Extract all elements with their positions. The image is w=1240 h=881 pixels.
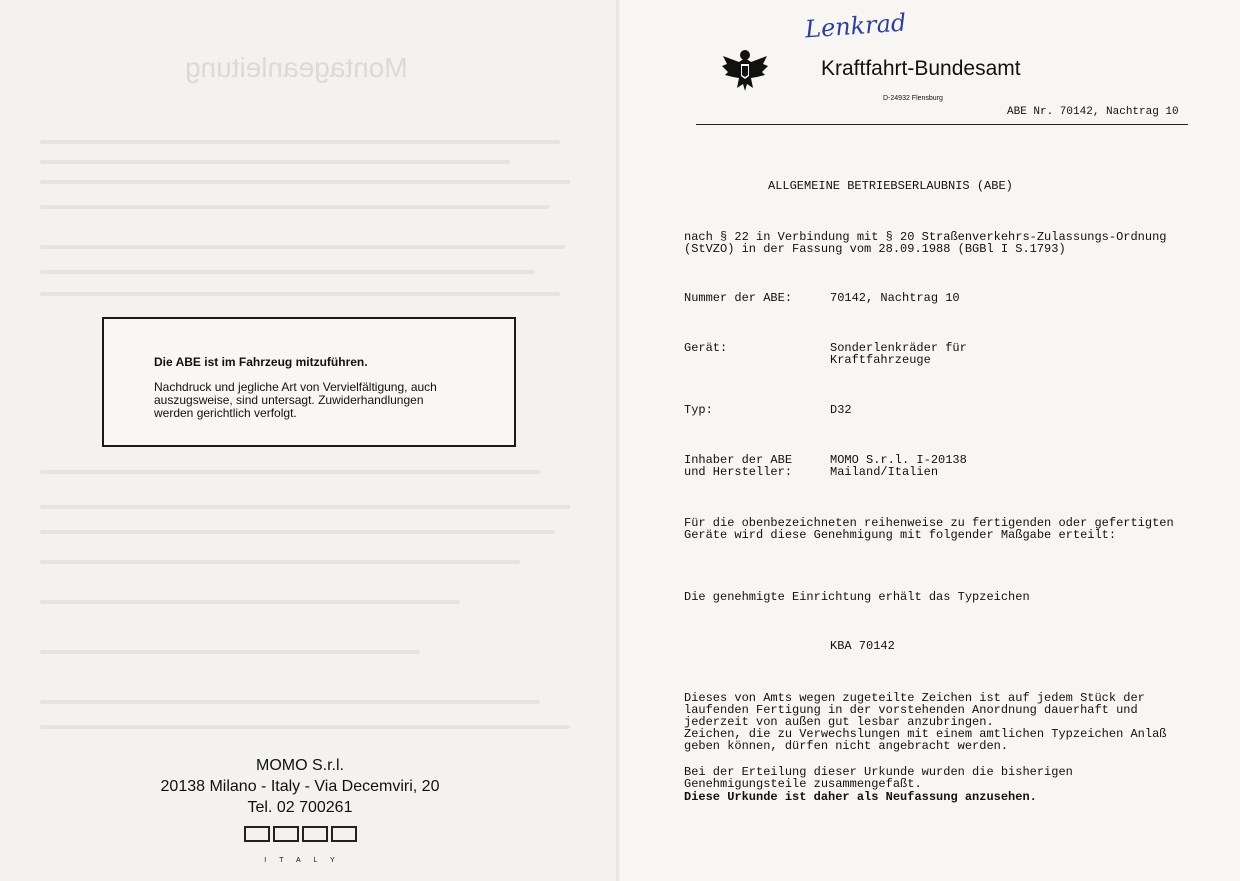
bleed-through-line	[40, 505, 570, 509]
company-address: 20138 Milano - Italy - Via Decemviri, 20	[160, 778, 440, 795]
federal-eagle-icon	[721, 48, 769, 92]
type-mark-intro: Die genehmigte Einrichtung erhält das Typzeichen	[684, 590, 1030, 604]
notice-text: Nachdruck und jegliche Art von Vervielfältigung, auch auszugsweise, sind untersagt. Zuwiderhandlungen werden gerichtlich verfolgt.	[154, 380, 437, 420]
bleed-through-line	[40, 160, 510, 164]
field-label-holder: Inhaber der ABE und Hersteller:	[684, 453, 793, 479]
field-label-device: Gerät:	[684, 341, 728, 355]
momo-logo	[244, 826, 357, 842]
handwritten-note: Lenkrad	[804, 8, 908, 44]
bleed-through-line	[40, 270, 535, 274]
document-title: ALLGEMEINE BETRIEBSERLAUBNIS (ABE)	[768, 179, 1013, 193]
type-mark: KBA 70142	[830, 639, 895, 653]
logo-subtitle: ITALY	[264, 857, 348, 864]
bleed-through-line	[40, 600, 460, 604]
left-page	[0, 0, 618, 881]
company-phone: Tel. 02 700261	[247, 799, 353, 816]
logo-letter-box	[244, 826, 270, 842]
bleed-through-line	[40, 205, 550, 209]
bleed-through-line	[40, 245, 565, 249]
bleed-through-line	[40, 725, 570, 729]
bleed-through-line	[40, 470, 540, 474]
logo-letter-box	[273, 826, 299, 842]
legal-basis: nach § 22 in Verbindung mit § 20 Straßenverkehrs-Zulassungs-Ordnung (StVZO) in der Fassung vom 28.09.1988 (BGBl I S.1793)	[684, 230, 1167, 256]
company-block	[130, 755, 470, 871]
bleed-through-line	[40, 530, 555, 534]
field-value-holder: MOMO S.r.l. I-20138 Mailand/Italien	[830, 453, 967, 479]
logo-letter-box	[331, 826, 357, 842]
summary-text: Bei der Erteilung dieser Urkunde wurden die bisherigen Genehmigungsteile zusammengefaßt.	[684, 765, 1073, 791]
notice-box	[102, 317, 516, 447]
company-name: MOMO S.r.l.	[256, 757, 344, 774]
logo-letter-box	[302, 826, 328, 842]
authority-name: Kraftfahrt-Bundesamt	[821, 57, 1021, 80]
field-value-type: D32	[830, 403, 852, 417]
header-divider	[696, 124, 1188, 125]
marking-text: Dieses von Amts wegen zugeteilte Zeichen ist auf jedem Stück der laufenden Fertigung in der vorstehenden Anordnung dauerhaft und jederzeit von außen gut lesbar anzubringen.	[684, 691, 1145, 729]
bleed-through-line	[40, 650, 420, 654]
field-value-abe-number: 70142, Nachtrag 10	[830, 291, 960, 305]
bleed-through-line	[40, 560, 520, 564]
grant-text: Für die obenbezeichneten reihenweise zu fertigenden oder gefertigten Geräte wird diese Genehmigung mit folgender Maßgabe erteilt:	[684, 516, 1174, 542]
new-version-text: Diese Urkunde ist daher als Neufassung anzusehen.	[684, 790, 1037, 804]
bleed-through-line	[40, 180, 570, 184]
bleed-through-line	[40, 700, 540, 704]
field-value-device: Sonderlenkräder für Kraftfahrzeuge	[830, 341, 967, 367]
authority-city: D-24932 Flensburg	[883, 95, 943, 102]
bleed-through-line	[40, 140, 560, 144]
bleed-through-line	[40, 292, 560, 296]
abe-reference: ABE Nr. 70142, Nachtrag 10	[1007, 106, 1179, 118]
field-label-abe-number: Nummer der ABE:	[684, 291, 793, 305]
confusion-text: Zeichen, die zu Verwechslungen mit einem amtlichen Typzeichen Anlaß geben können, dürfen nicht angebracht werden.	[684, 727, 1167, 753]
notice-title: Die ABE ist im Fahrzeug mitzuführen.	[154, 355, 368, 369]
bleed-through-title: Montageanleitung	[185, 52, 408, 83]
field-label-type: Typ:	[684, 403, 713, 417]
